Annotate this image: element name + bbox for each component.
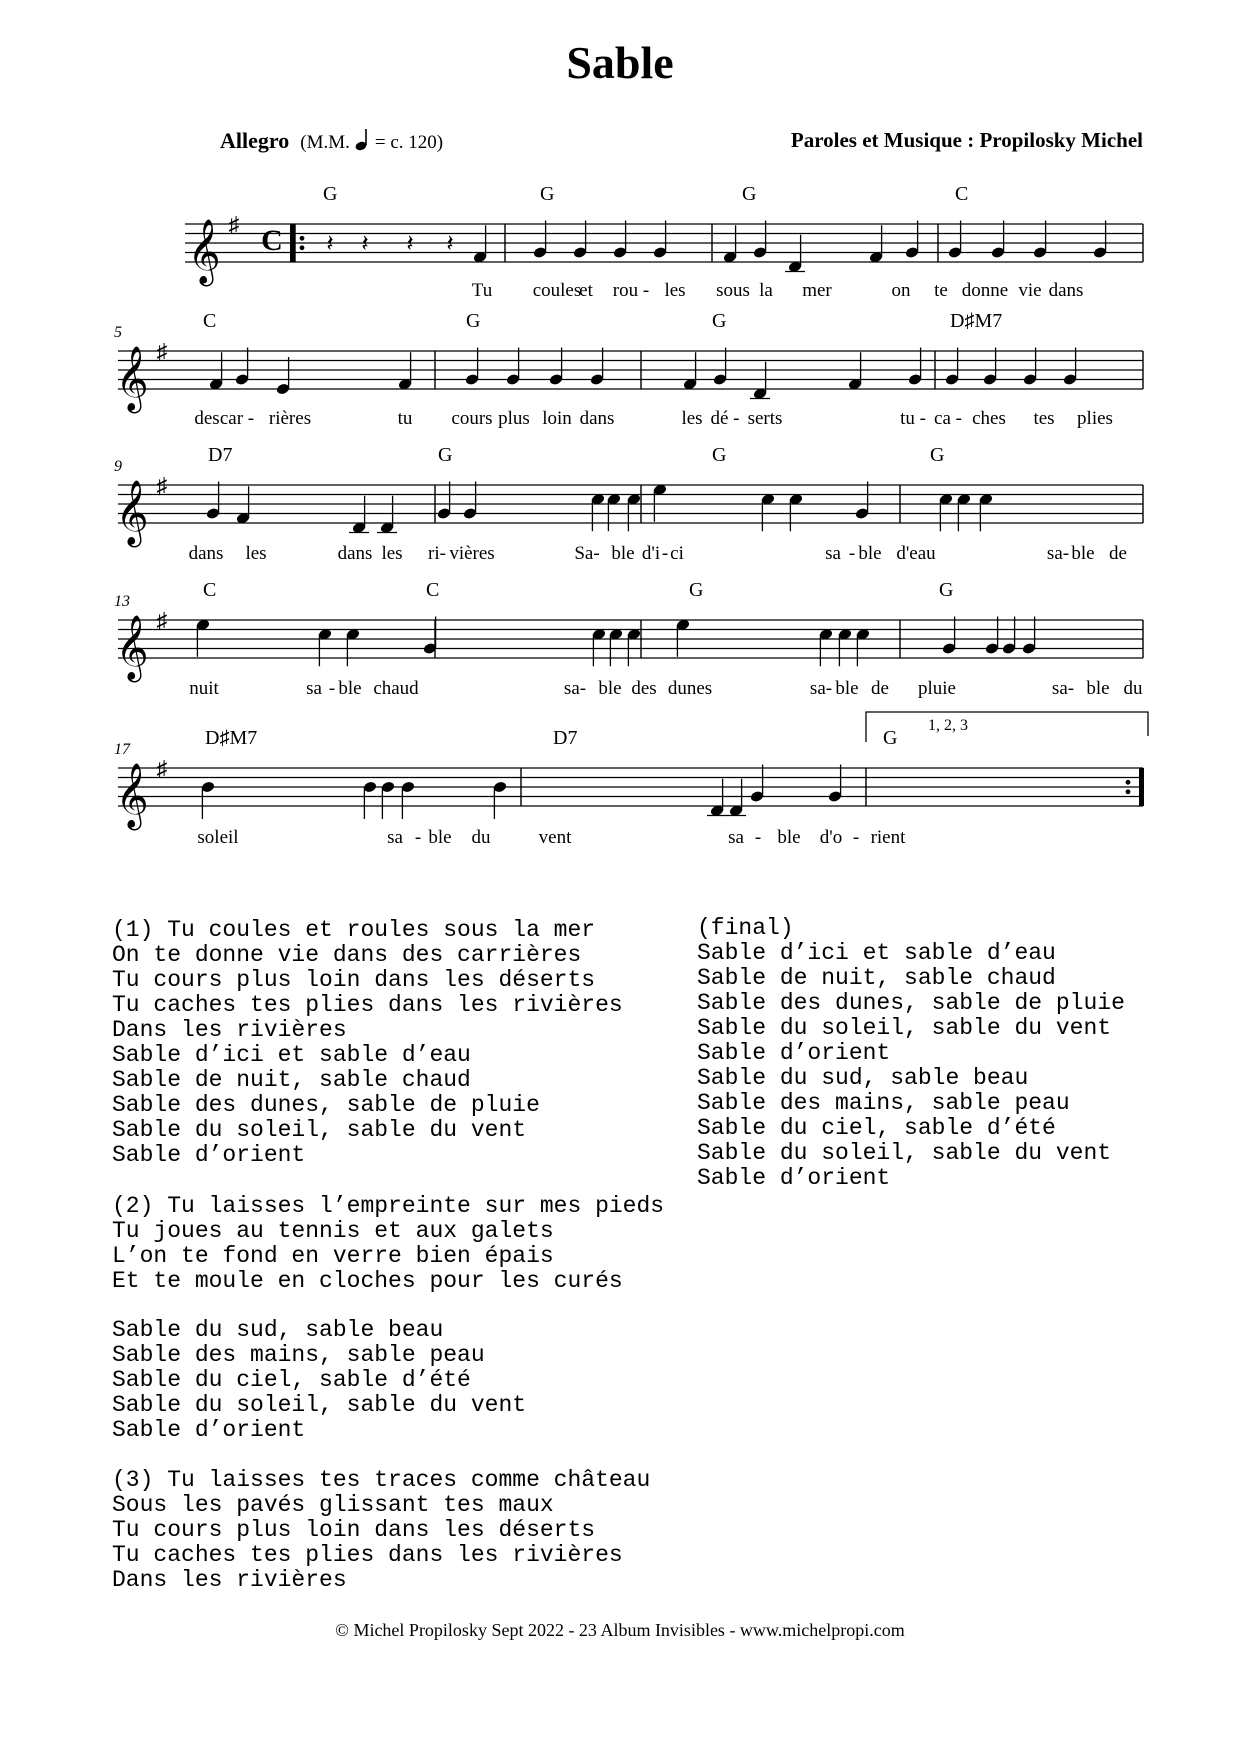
lyric-syllable: vières (449, 543, 495, 564)
final-chorus-line: Sable des dunes, sable de pluie (697, 990, 1125, 1016)
lyric-syllable: sa- (1046, 543, 1070, 564)
lyric-syllable: les (681, 408, 703, 429)
lyric-syllable: Tu (471, 280, 493, 301)
lyric-syllable: ble (338, 678, 362, 699)
lyric-syllable: sous (716, 280, 750, 301)
tempo-mm-value: = c. 120) (374, 132, 444, 153)
lyric-syllable: sa- (563, 678, 587, 699)
final-chorus-line: Sable d’orient (697, 1165, 891, 1191)
lyric-syllable: tes (1033, 408, 1055, 429)
lyric-syllable: ble (835, 678, 859, 699)
repeat-dot (300, 236, 305, 241)
chord-symbol: G (689, 579, 704, 601)
lyric-syllable: car - (219, 408, 255, 429)
verse-1-line: Tu cours plus loin dans les déserts (112, 967, 596, 993)
chord-symbol: D7 (553, 727, 578, 749)
lyric-syllable: des (194, 408, 220, 429)
verse-1-line: Sable d’orient (112, 1142, 306, 1168)
volta-bracket (866, 712, 1148, 742)
chord-symbol: C (203, 310, 217, 332)
final-chorus-line: Sable du sud, sable beau (697, 1065, 1029, 1091)
lyric-syllable: vie (1018, 280, 1042, 301)
quarter-rest-icon: 𝄽 (406, 231, 414, 257)
lyric-syllable: - (661, 543, 669, 564)
lyric-syllable: les (381, 543, 403, 564)
lyric-syllable: serts (747, 408, 783, 429)
verse-1-line: Tu caches tes plies dans les rivières (112, 992, 623, 1018)
treble-clef-icon: 𝄞 (115, 617, 149, 679)
lyric-syllable: du (471, 827, 491, 848)
verse-1-line: Sable de nuit, sable chaud (112, 1067, 471, 1093)
final-chorus-line: Sable d’orient (697, 1040, 891, 1066)
repeat-thick-bar (290, 224, 295, 262)
key-sharp-icon: ♯ (156, 608, 168, 633)
lyric-syllable: rient (870, 827, 906, 848)
final-chorus-line: Sable d’ici et sable d’eau (697, 940, 1056, 966)
verse-1-line: Sable d’ici et sable d’eau (112, 1042, 471, 1068)
final-chorus-line: Sable du soleil, sable du vent (697, 1140, 1112, 1166)
lyric-syllable: dans (337, 543, 373, 564)
lyric-syllable: dé - (710, 408, 740, 429)
lyric-syllable: ri- (428, 543, 446, 564)
repeat-dot (300, 245, 305, 250)
lyric-syllable: les (245, 543, 267, 564)
verse-1-line: Sable des dunes, sable de pluie (112, 1092, 540, 1118)
verse-2-line: Et te moule en cloches pour les curés (112, 1268, 623, 1294)
chorus-2-line: Sable d’orient (112, 1417, 306, 1443)
lyric-syllable: sa (728, 827, 744, 848)
verse-3-line: Sous les pavés glissant tes maux (112, 1492, 554, 1518)
final-chorus-line: Sable du soleil, sable du vent (697, 1015, 1112, 1041)
chord-symbol: D♯M7 (950, 310, 1003, 332)
lyric-syllable: ca - (934, 408, 962, 429)
verse-2-line: L’on te fond en verre bien épais (112, 1243, 554, 1269)
verse-1-line: Dans les rivières (112, 1017, 347, 1043)
staff-system (118, 482, 1143, 535)
quarter-rest-icon: 𝄽 (446, 231, 454, 257)
chorus-2-line: Sable du sud, sable beau (112, 1317, 444, 1343)
lyric-syllable: coules (532, 280, 582, 301)
chord-symbol: C (203, 579, 217, 601)
staff-system (118, 617, 1143, 667)
staff-system (118, 348, 1143, 401)
key-sharp-icon: ♯ (156, 756, 168, 781)
lyric-syllable: vent (538, 827, 572, 848)
lyric-syllable: rières (268, 408, 312, 429)
lyric-syllable: tu (397, 408, 413, 429)
lyric-syllable: les (664, 280, 686, 301)
chorus-2-line: Sable des mains, sable peau (112, 1342, 485, 1368)
repeat-dot (1126, 789, 1131, 794)
lyric-syllable: de (871, 678, 889, 699)
lyric-syllable: ble (428, 827, 452, 848)
treble-clef-icon: 𝄞 (115, 482, 149, 544)
final-chorus-line: Sable du ciel, sable d’été (697, 1115, 1056, 1141)
measure-number: 13 (114, 593, 130, 610)
lyric-syllable: rou - (612, 280, 650, 301)
chord-symbol: G (930, 444, 945, 466)
lyric-syllable: ci (670, 543, 684, 564)
key-sharp-icon: ♯ (156, 339, 168, 364)
tempo-mm-prefix: (M.M. (300, 132, 350, 153)
chord-symbol: D7 (208, 444, 233, 466)
lyric-syllable: donne (961, 280, 1009, 301)
song-title: Sable (566, 37, 674, 88)
volta-label: 1, 2, 3 (928, 717, 968, 734)
lyric-syllable: d'o (819, 827, 843, 848)
lyric-syllable: sa- (809, 678, 833, 699)
final-chorus-line: Sable de nuit, sable chaud (697, 965, 1056, 991)
lyric-syllable: ble (858, 543, 882, 564)
tempo-word: Allegro (220, 128, 290, 153)
verse-3-line: (3) Tu laisses tes traces comme château (112, 1467, 651, 1493)
chord-symbol: G (939, 579, 954, 601)
lyric-syllable: la (759, 280, 773, 301)
chord-symbol: G (712, 310, 727, 332)
lyric-syllable: cours (451, 408, 493, 429)
lyric-syllable: dans (579, 408, 615, 429)
lyric-syllable: Sa- (574, 543, 600, 564)
lyric-syllable: soleil (197, 827, 239, 848)
verse-3-line: Tu cours plus loin dans les déserts (112, 1517, 596, 1543)
lyric-syllable: mer (802, 280, 832, 301)
lyric-syllable: - (754, 827, 762, 848)
lyric-syllable: dunes (667, 678, 713, 699)
lyric-syllable: - (852, 827, 860, 848)
treble-clef-icon: 𝄞 (187, 221, 221, 283)
quarter-rest-icon: 𝄽 (326, 231, 334, 257)
lyric-syllable: du (1123, 678, 1143, 699)
verse-1-line: (1) Tu coules et roules sous la mer (112, 917, 596, 943)
lyric-syllable: - (328, 678, 336, 699)
lyric-syllable: d'eau (896, 543, 936, 564)
verse-2-line: Tu joues au tennis et aux galets (112, 1218, 554, 1244)
lyric-syllable: d'i (641, 543, 661, 564)
lyric-syllable: nuit (189, 678, 219, 699)
lyric-syllable: ble (777, 827, 801, 848)
chord-symbol: G (883, 727, 898, 749)
measure-number: 5 (114, 324, 122, 341)
final-chorus-line: (final) (697, 915, 794, 941)
lyric-syllable: plus (498, 408, 530, 429)
chord-symbol: D♯M7 (205, 727, 258, 749)
verse-3-line: Tu caches tes plies dans les rivières (112, 1542, 623, 1568)
lyric-syllable: - (414, 827, 422, 848)
chord-symbol: G (742, 183, 757, 205)
chorus-2-line: Sable du ciel, sable d’été (112, 1367, 471, 1393)
measure-number: 9 (114, 458, 122, 475)
repeat-dot (1126, 780, 1131, 785)
final-chorus-line: Sable des mains, sable peau (697, 1090, 1070, 1116)
treble-clef-icon: 𝄞 (115, 348, 149, 410)
lyric-syllable: dans (188, 543, 224, 564)
chord-symbol: G (323, 183, 338, 205)
lyric-syllable: te (934, 280, 948, 301)
lyric-syllable: sa (306, 678, 322, 699)
lyric-syllable: ble (1086, 678, 1110, 699)
key-sharp-icon: ♯ (228, 212, 240, 237)
lyric-syllable: ble (1071, 543, 1095, 564)
lyric-syllable: on (891, 280, 911, 301)
repeat-thick-bar (1139, 768, 1144, 806)
chord-symbol: G (438, 444, 453, 466)
time-signature-common: C (261, 224, 283, 257)
treble-clef-icon: 𝄞 (115, 765, 149, 827)
measure-number: 17 (114, 741, 130, 758)
chord-symbol: C (426, 579, 440, 601)
footer-copyright: © Michel Propilosky Sept 2022 - 23 Album Invisibles - www.michelpropi.com (335, 1620, 905, 1640)
chorus-2-line: Sable du soleil, sable du vent (112, 1392, 527, 1418)
lyric-syllable: tu - (900, 408, 926, 429)
lyric-syllable: sa (825, 543, 841, 564)
quarter-rest-icon: 𝄽 (361, 231, 369, 257)
lyric-syllable: ble (598, 678, 622, 699)
chord-symbol: G (712, 444, 727, 466)
key-sharp-icon: ♯ (156, 473, 168, 498)
lyric-syllable: - (848, 543, 856, 564)
lyric-syllable: de (1109, 543, 1127, 564)
lyric-syllable: sa (387, 827, 403, 848)
verse-1-line: Sable du soleil, sable du vent (112, 1117, 527, 1143)
lyric-syllable: pluie (918, 678, 956, 699)
lyric-syllable: loin (542, 408, 572, 429)
lyric-syllable: des (631, 678, 657, 699)
chord-symbol: C (955, 183, 969, 205)
lyric-syllable: ble (611, 543, 635, 564)
lyric-syllable: chaud (373, 678, 419, 699)
lyric-syllable: dans (1048, 280, 1084, 301)
lyric-syllable: plies (1077, 408, 1113, 429)
verse-2-line: (2) Tu laisses l’empreinte sur mes pieds (112, 1193, 665, 1219)
lyric-syllable: sa- (1051, 678, 1075, 699)
chord-symbol: G (466, 310, 481, 332)
chord-symbol: G (540, 183, 555, 205)
lyric-syllable: ches (972, 408, 1006, 429)
staff-system (118, 712, 1148, 819)
composer-credit: Paroles et Musique : Propilosky Michel (790, 128, 1143, 152)
lyric-syllable: et (579, 280, 593, 301)
verse-3-line: Dans les rivières (112, 1567, 347, 1593)
verse-1-line: On te donne vie dans des carrières (112, 942, 582, 968)
